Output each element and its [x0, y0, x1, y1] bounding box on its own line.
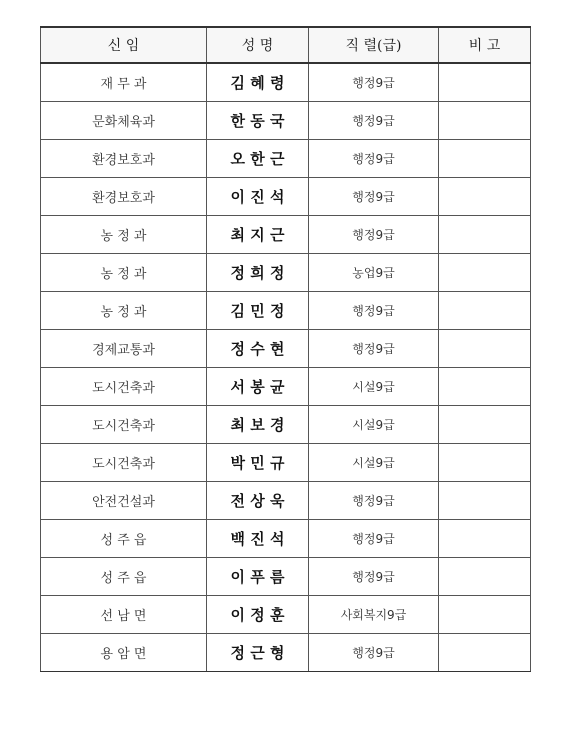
note-cell [439, 520, 531, 558]
dept-cell: 용 암 면 [41, 634, 207, 672]
dept-cell: 문화체육과 [41, 102, 207, 140]
rank-cell: 행정9급 [309, 178, 439, 216]
note-cell [439, 444, 531, 482]
header-note: 비 고 [439, 27, 531, 63]
note-cell [439, 330, 531, 368]
rank-cell: 행정9급 [309, 292, 439, 330]
note-cell [439, 216, 531, 254]
header-row [41, 27, 531, 63]
name-cell: 정 희 정 [207, 254, 309, 292]
note-cell [439, 292, 531, 330]
rank-cell: 행정9급 [309, 216, 439, 254]
dept-cell: 환경보호과 [41, 140, 207, 178]
rank-cell: 사회복지9급 [309, 596, 439, 634]
name-cell: 이 푸 름 [207, 558, 309, 596]
dept-cell: 안전건설과 [41, 482, 207, 520]
rank-cell: 행정9급 [309, 330, 439, 368]
name-cell: 최 보 경 [207, 406, 309, 444]
dept-cell: 도시건축과 [41, 406, 207, 444]
note-cell [439, 558, 531, 596]
name-cell: 서 봉 균 [207, 368, 309, 406]
note-cell [439, 63, 531, 102]
name-cell: 전 상 욱 [207, 482, 309, 520]
name-cell: 이 진 석 [207, 178, 309, 216]
header-dept: 신 임 [41, 27, 207, 63]
dept-cell: 농 정 과 [41, 292, 207, 330]
name-cell: 이 정 훈 [207, 596, 309, 634]
name-cell: 박 민 규 [207, 444, 309, 482]
table-header [41, 27, 531, 63]
table-row [41, 368, 531, 406]
rank-cell: 행정9급 [309, 558, 439, 596]
dept-cell: 도시건축과 [41, 368, 207, 406]
table-row [41, 292, 531, 330]
table-body [41, 63, 531, 672]
note-cell [439, 254, 531, 292]
table-row [41, 216, 531, 254]
rank-cell: 행정9급 [309, 634, 439, 672]
table-row [41, 63, 531, 102]
note-cell [439, 482, 531, 520]
note-cell [439, 406, 531, 444]
rank-cell: 시설9급 [309, 444, 439, 482]
note-cell [439, 178, 531, 216]
rank-cell: 시설9급 [309, 368, 439, 406]
name-cell: 김 혜 령 [207, 63, 309, 102]
note-cell [439, 634, 531, 672]
note-cell [439, 102, 531, 140]
name-cell: 한 동 국 [207, 102, 309, 140]
header-rank: 직 렬(급) [309, 27, 439, 63]
rank-cell: 행정9급 [309, 482, 439, 520]
rank-cell: 행정9급 [309, 102, 439, 140]
table-row [41, 558, 531, 596]
table-row [41, 482, 531, 520]
dept-cell: 성 주 읍 [41, 558, 207, 596]
table-row [41, 520, 531, 558]
name-cell: 정 근 형 [207, 634, 309, 672]
dept-cell: 농 정 과 [41, 216, 207, 254]
dept-cell: 농 정 과 [41, 254, 207, 292]
dept-cell: 도시건축과 [41, 444, 207, 482]
table-row [41, 102, 531, 140]
table-row [41, 634, 531, 672]
rank-cell: 행정9급 [309, 520, 439, 558]
dept-cell: 선 남 면 [41, 596, 207, 634]
table-row [41, 254, 531, 292]
note-cell [439, 368, 531, 406]
table-row [41, 596, 531, 634]
name-cell: 오 한 근 [207, 140, 309, 178]
appointment-table-container [40, 26, 530, 672]
appointment-table [40, 26, 531, 672]
name-cell: 정 수 현 [207, 330, 309, 368]
note-cell [439, 140, 531, 178]
header-name: 성 명 [207, 27, 309, 63]
rank-cell: 농업9급 [309, 254, 439, 292]
dept-cell: 재 무 과 [41, 63, 207, 102]
rank-cell: 행정9급 [309, 63, 439, 102]
dept-cell: 경제교통과 [41, 330, 207, 368]
dept-cell: 성 주 읍 [41, 520, 207, 558]
dept-cell: 환경보호과 [41, 178, 207, 216]
table-row [41, 406, 531, 444]
rank-cell: 시설9급 [309, 406, 439, 444]
table-row [41, 330, 531, 368]
table-row [41, 178, 531, 216]
table-row [41, 140, 531, 178]
table-row [41, 444, 531, 482]
name-cell: 최 지 근 [207, 216, 309, 254]
note-cell [439, 596, 531, 634]
name-cell: 김 민 정 [207, 292, 309, 330]
name-cell: 백 진 석 [207, 520, 309, 558]
rank-cell: 행정9급 [309, 140, 439, 178]
